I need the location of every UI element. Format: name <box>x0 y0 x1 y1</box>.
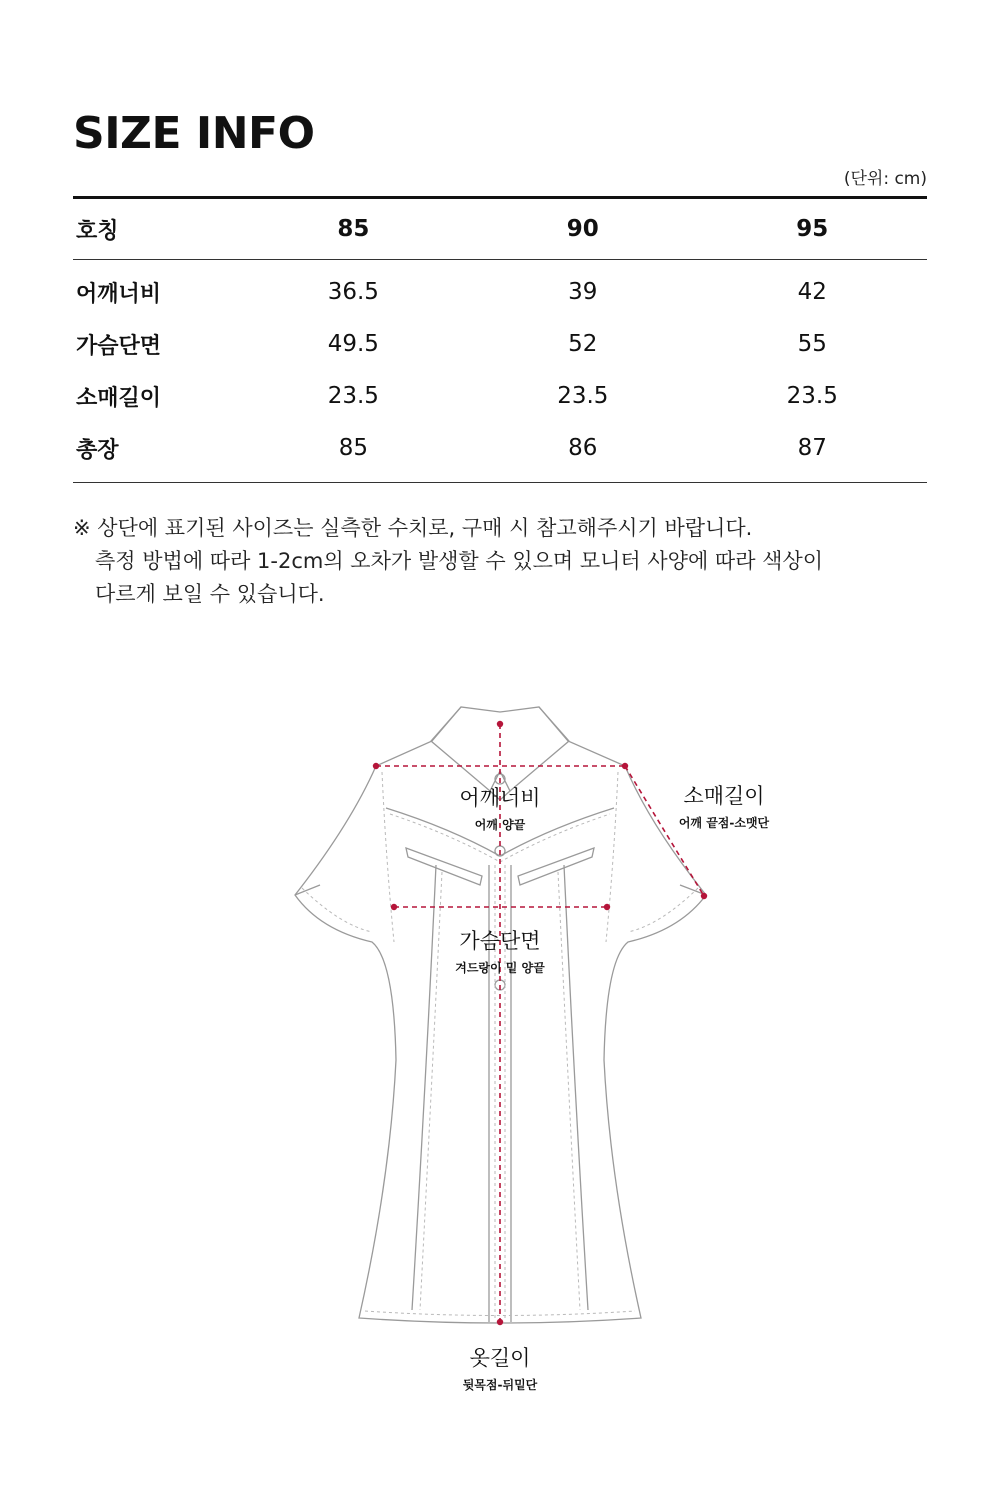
table-bottom-rule <box>73 482 927 483</box>
chest-right-point <box>604 904 610 910</box>
note-line: 측정 방법에 따라 1-2cm의 오차가 발생할 수 있으며 모니터 사양에 따라 색상이 <box>95 549 824 573</box>
sleeve-end-point <box>701 893 707 899</box>
table-row <box>73 318 927 370</box>
unit-label: (단위: cm) <box>843 169 927 189</box>
table-row <box>73 422 927 474</box>
shoulder-left-point <box>373 763 379 769</box>
row-value: 23.5 <box>786 383 838 409</box>
row-value: 49.5 <box>327 331 379 357</box>
row-value: 36.5 <box>327 279 379 305</box>
shoulder-label-desc: 어깨 양끝 <box>474 818 526 832</box>
row-label: 가슴단면 <box>76 333 162 359</box>
table-row <box>73 370 927 422</box>
row-label: 소매길이 <box>76 385 162 411</box>
table-row <box>73 266 927 318</box>
note-line: 다르게 보일 수 있습니다. <box>95 582 325 606</box>
row-value: 23.5 <box>327 383 379 409</box>
row-value: 39 <box>568 279 598 305</box>
sleeve-label-main: 소매길이 <box>683 784 765 808</box>
sleeve-label-desc: 어깨 끝점-소맷단 <box>678 816 770 830</box>
dress-illustration <box>0 660 1000 1420</box>
header-label: 호칭 <box>76 218 119 244</box>
neck-point <box>497 721 503 727</box>
row-value: 52 <box>568 331 598 357</box>
row-value: 85 <box>338 435 368 461</box>
header-size-85: 85 <box>337 216 370 242</box>
row-label: 어깨너비 <box>76 281 162 307</box>
chest-label-main: 가슴단면 <box>459 929 541 953</box>
size-note <box>73 512 823 611</box>
row-value: 42 <box>797 279 827 305</box>
shoulder-label <box>440 782 560 833</box>
page-title: SIZE INFO <box>73 108 315 159</box>
length-label-desc: 뒷목점-뒤밑단 <box>462 1378 538 1392</box>
row-value: 86 <box>568 435 598 461</box>
row-value: 55 <box>797 331 827 357</box>
measurement-diagram <box>0 660 1000 1420</box>
length-label-main: 옷길이 <box>469 1346 531 1370</box>
chest-label <box>440 925 560 976</box>
sleeve-label <box>664 780 784 831</box>
header-size-90: 90 <box>566 216 599 242</box>
chest-label-desc: 겨드랑이 밑 양끝 <box>455 961 545 975</box>
note-line: ※ 상단에 표기된 사이즈는 실측한 수치로, 구매 시 참고해주시기 바랍니다. <box>73 516 753 540</box>
shoulder-label-main: 어깨너비 <box>459 786 541 810</box>
hem-point <box>497 1319 503 1325</box>
row-label: 총장 <box>76 437 119 463</box>
table-body <box>73 260 927 482</box>
length-label <box>440 1342 560 1393</box>
table-header-row <box>73 199 927 259</box>
row-value: 23.5 <box>557 383 609 409</box>
size-table <box>73 196 927 483</box>
header-size-95: 95 <box>796 216 829 242</box>
shoulder-right-point <box>622 763 628 769</box>
row-value: 87 <box>797 435 827 461</box>
chest-left-point <box>391 904 397 910</box>
